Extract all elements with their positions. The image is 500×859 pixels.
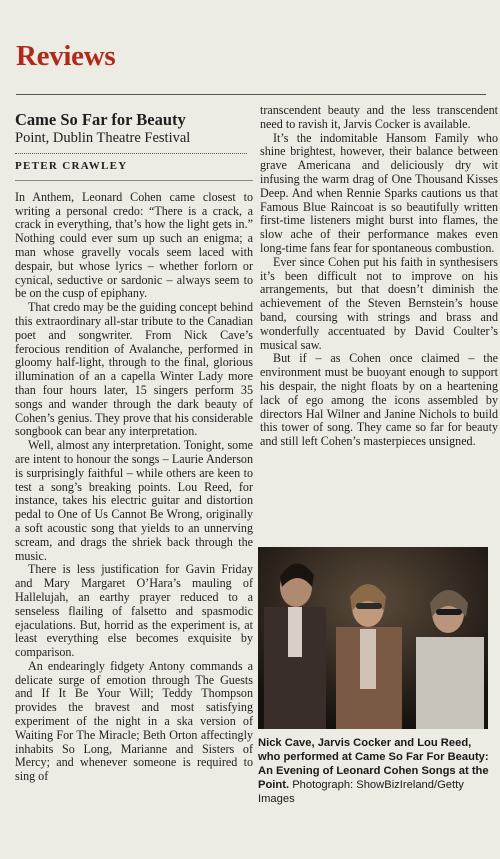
- body-paragraph: There is less justification for Gavin Friday and Mary Margaret O’Hara’s mauling of Hallelujah, an earthy prayer reduced to a senseless flailing of falsetto and spasmodic ejaculations. But, horrid as the experiment is, at least everything else becomes exquisite by comparison.: [15, 562, 253, 660]
- section-heading: Reviews: [16, 40, 116, 72]
- section-rule: [16, 94, 486, 95]
- photo-credit: Photograph: ShowBizIreland/Getty Images: [258, 779, 464, 805]
- review-venue: Point, Dublin Theatre Festival: [15, 130, 191, 146]
- dotted-divider: [15, 153, 247, 154]
- byline: PETER CRAWLEY: [15, 160, 128, 172]
- byline-rule: [15, 180, 253, 181]
- body-paragraph: That credo may be the guiding concept behind this extraordinary all-star tribute to the Canadian poet and songwriter. From Nick Cave’s ferocious rendition of Avalanche, performed in gloomy half-light, through to the final, glorious illumination of an a capella Winter Lady more than four hours later, 15 singers perform 35 songs and wander through the dark beauty of Cohen’s genius. They prove that his considerable songbook can bear any interpretation.: [15, 300, 253, 439]
- body-paragraph: An endearingly fidgety Antony commands a delicate surge of emotion through The Guests and If It Be Your Will; Teddy Thompson provides the bravest and most satisfying experiment of the night in a ska version of Waiting For The Miracle; Beth Orton affectingly inhabits So Long, Marianne and Sisters of Mercy; and whenever someone is required to sing of: [15, 658, 253, 784]
- right-column: [260, 104, 498, 449]
- body-paragraph: In Anthem, Leonard Cohen came closest to writing a personal credo: “There is a crack, a crack in everything, that’s how the light gets in.” Nothing could ever sum up such an enigma; a man whose gravelly vocals seem laced with despair, but whose lyrics – whether forlorn or cynical, seductive or sardonic – always seem to be on the cusp of epiphany.: [15, 189, 253, 301]
- review-title: Came So Far for Beauty: [15, 110, 186, 129]
- body-paragraph: Well, almost any interpretation. Tonight, some are intent to honour the songs – Laurie Anderson is surprisingly faithful – while others are keen to test a song’s breaking points. Lou Reed, for instance, takes his electric guitar and distortion pedal to One of Us Cannot Be Wrong, originally a soft acoustic song that yields to an unnerving scream, and drags the shriek back through the music.: [15, 438, 253, 563]
- body-paragraph: But if – as Cohen once claimed – the environment must be buoyant enough to support his despair, the night floats by on a heartening lack of ego among the icons assembled by directors Hal Wilner and Janine Nichols to build this tower of song. They came so far for beauty and still left Cohen’s masterpieces unsigned.: [260, 351, 498, 449]
- photo-caption: [258, 736, 490, 806]
- left-column: [15, 110, 253, 784]
- concert-photo: [258, 547, 488, 729]
- caption-text: Nick Cave, Jarvis Cocker and Lou Reed, who performed at Came So Far For Beauty: An Evening of Leonard Cohen Songs at the Point.: [258, 737, 489, 791]
- body-paragraph: It’s the indomitable Hansom Family who shine brightest, however, their balance between grave Americana and deliciously dry wit infusing the warm drag of One Thousand Kisses Deep. And when Rennie Sparks cautions us that Famous Blue Raincoat is so beautifully written first-time listeners might burst into flames, the slow ache of their performance makes even long-time fans fear for spontaneous combustion.: [260, 130, 498, 255]
- body-paragraph: transcendent beauty and the less transcendent need to ravish it, Jarvis Cocker is available.: [260, 103, 498, 131]
- body-paragraph: Ever since Cohen put his faith in synthesisers it’s been difficult not to improve on his arrangements, but that doesn’t diminish the achievement of the Steven Bernstein’s house band, coursing with strings and brass and wonderfully accentuated by David Coulter’s musical saw.: [260, 254, 498, 352]
